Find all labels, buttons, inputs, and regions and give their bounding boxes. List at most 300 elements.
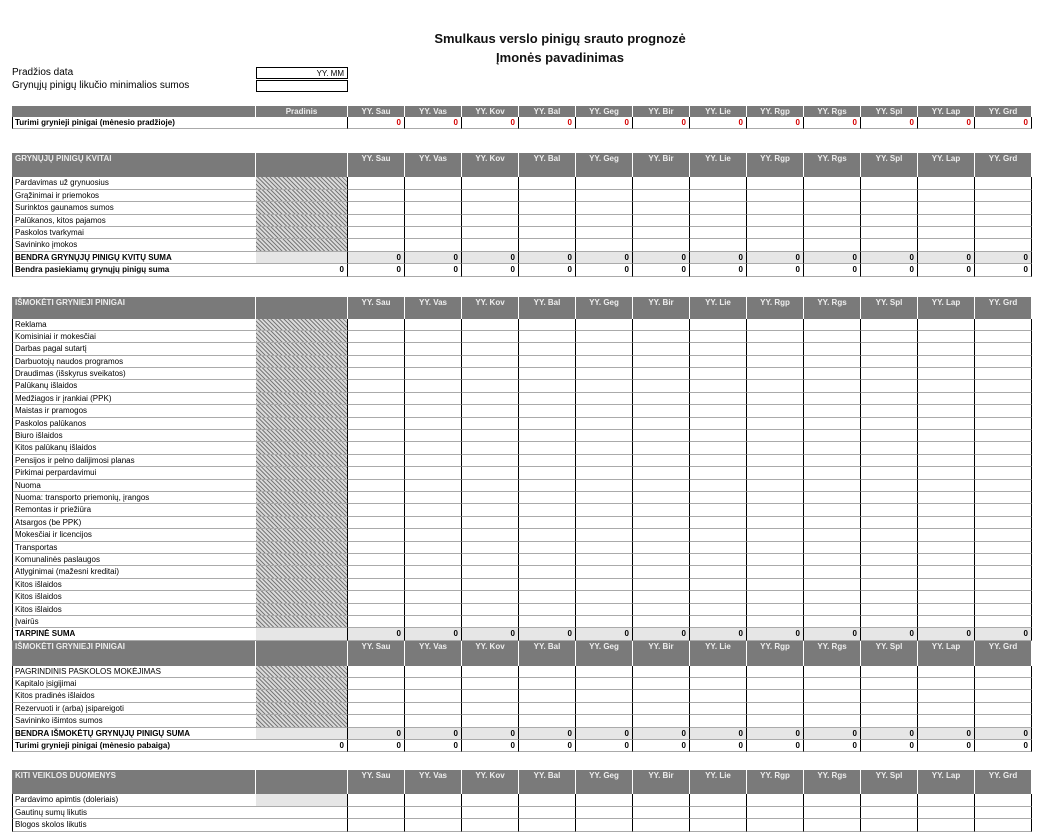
month-cell[interactable] [861,356,918,368]
month-cell[interactable] [633,356,690,368]
month-cell[interactable] [747,442,804,454]
month-cell[interactable] [747,794,804,806]
month-cell[interactable]: 0 [804,252,861,264]
start-cell[interactable] [256,239,348,251]
month-cell[interactable] [405,239,462,251]
month-cell[interactable] [690,690,747,702]
month-cell[interactable] [576,405,633,417]
month-cell[interactable] [462,442,519,454]
start-cell[interactable] [256,117,348,129]
month-cell[interactable] [918,807,975,819]
month-cell[interactable] [405,418,462,430]
month-cell[interactable] [975,504,1032,516]
month-cell[interactable] [576,380,633,392]
month-cell[interactable]: 0 [804,628,861,640]
month-cell[interactable] [462,215,519,227]
month-cell[interactable] [576,215,633,227]
month-cell[interactable] [462,380,519,392]
month-cell[interactable] [348,492,405,504]
month-cell[interactable] [747,566,804,578]
month-cell[interactable] [576,442,633,454]
month-cell[interactable] [576,517,633,529]
month-cell[interactable]: 0 [519,728,576,740]
month-cell[interactable] [690,319,747,331]
month-cell[interactable] [519,455,576,467]
month-cell[interactable] [405,542,462,554]
month-cell[interactable] [861,794,918,806]
month-cell[interactable] [576,492,633,504]
month-cell[interactable] [804,666,861,678]
month-cell[interactable] [576,190,633,202]
month-cell[interactable] [804,616,861,628]
month-cell[interactable] [462,480,519,492]
month-cell[interactable] [633,566,690,578]
start-cell[interactable] [256,202,348,214]
month-cell[interactable] [348,319,405,331]
month-cell[interactable] [348,368,405,380]
month-cell[interactable] [861,343,918,355]
month-cell[interactable] [690,504,747,516]
month-cell[interactable] [690,480,747,492]
month-cell[interactable] [690,819,747,831]
month-cell[interactable] [576,467,633,479]
month-cell[interactable] [405,690,462,702]
month-cell[interactable] [918,591,975,603]
month-cell[interactable]: 0 [405,117,462,129]
month-cell[interactable] [690,393,747,405]
month-cell[interactable] [576,690,633,702]
month-cell[interactable]: 0 [348,728,405,740]
month-cell[interactable] [633,380,690,392]
month-cell[interactable] [519,442,576,454]
month-cell[interactable] [747,343,804,355]
month-cell[interactable] [576,542,633,554]
month-cell[interactable] [405,480,462,492]
month-cell[interactable]: 0 [348,252,405,264]
start-cell[interactable] [256,604,348,616]
month-cell[interactable] [918,690,975,702]
month-cell[interactable] [690,616,747,628]
month-cell[interactable] [690,215,747,227]
month-cell[interactable] [804,807,861,819]
month-cell[interactable] [462,690,519,702]
month-cell[interactable] [804,442,861,454]
month-cell[interactable] [804,504,861,516]
month-cell[interactable] [975,356,1032,368]
month-cell[interactable] [405,794,462,806]
month-cell[interactable] [861,227,918,239]
month-cell[interactable]: 0 [519,117,576,129]
month-cell[interactable] [348,591,405,603]
month-cell[interactable] [462,190,519,202]
month-cell[interactable] [747,467,804,479]
month-cell[interactable] [690,715,747,727]
month-cell[interactable] [975,393,1032,405]
month-cell[interactable] [975,418,1032,430]
month-cell[interactable] [462,319,519,331]
month-cell[interactable] [975,529,1032,541]
month-cell[interactable] [633,579,690,591]
month-cell[interactable] [918,455,975,467]
month-cell[interactable] [405,604,462,616]
month-cell[interactable] [348,690,405,702]
month-cell[interactable] [519,517,576,529]
month-cell[interactable] [804,239,861,251]
month-cell[interactable] [918,343,975,355]
month-cell[interactable] [462,393,519,405]
month-cell[interactable] [405,343,462,355]
month-cell[interactable] [462,418,519,430]
month-cell[interactable] [519,480,576,492]
month-cell[interactable] [348,819,405,831]
month-cell[interactable] [861,319,918,331]
month-cell[interactable] [690,566,747,578]
start-cell[interactable] [256,405,348,417]
month-cell[interactable] [861,579,918,591]
month-cell[interactable] [633,190,690,202]
month-cell[interactable]: 0 [690,728,747,740]
start-cell[interactable] [256,616,348,628]
start-cell[interactable] [256,177,348,189]
month-cell[interactable] [918,356,975,368]
month-cell[interactable] [747,215,804,227]
month-cell[interactable] [576,393,633,405]
month-cell[interactable]: 0 [747,628,804,640]
month-cell[interactable]: 0 [918,740,975,752]
month-cell[interactable] [861,666,918,678]
month-cell[interactable]: 0 [576,728,633,740]
month-cell[interactable] [462,202,519,214]
start-cell[interactable] [256,628,348,640]
start-cell[interactable] [256,418,348,430]
month-cell[interactable] [405,819,462,831]
month-cell[interactable]: 0 [633,117,690,129]
month-cell[interactable] [918,542,975,554]
month-cell[interactable] [405,405,462,417]
month-cell[interactable] [348,517,405,529]
month-cell[interactable] [519,368,576,380]
month-cell[interactable] [633,442,690,454]
month-cell[interactable] [405,455,462,467]
month-cell[interactable] [576,331,633,343]
month-cell[interactable] [804,542,861,554]
month-cell[interactable] [576,616,633,628]
start-cell[interactable] [256,542,348,554]
month-cell[interactable] [690,467,747,479]
month-cell[interactable] [747,604,804,616]
month-cell[interactable] [861,616,918,628]
month-cell[interactable] [462,227,519,239]
month-cell[interactable] [861,542,918,554]
month-cell[interactable] [804,678,861,690]
month-cell[interactable] [576,319,633,331]
month-cell[interactable]: 0 [519,264,576,276]
month-cell[interactable] [348,202,405,214]
month-cell[interactable] [348,703,405,715]
month-cell[interactable]: 0 [633,628,690,640]
month-cell[interactable] [633,517,690,529]
month-cell[interactable] [861,604,918,616]
month-cell[interactable]: 0 [747,264,804,276]
month-cell[interactable] [576,480,633,492]
month-cell[interactable] [975,190,1032,202]
month-cell[interactable] [348,405,405,417]
month-cell[interactable]: 0 [405,264,462,276]
month-cell[interactable] [918,666,975,678]
month-cell[interactable] [519,319,576,331]
month-cell[interactable] [975,616,1032,628]
month-cell[interactable] [576,504,633,516]
month-cell[interactable] [975,368,1032,380]
month-cell[interactable]: 0 [975,628,1032,640]
month-cell[interactable]: 0 [975,740,1032,752]
month-cell[interactable] [861,331,918,343]
month-cell[interactable] [348,678,405,690]
month-cell[interactable] [918,418,975,430]
month-cell[interactable] [804,517,861,529]
month-cell[interactable] [975,554,1032,566]
month-cell[interactable] [405,380,462,392]
month-cell[interactable] [804,455,861,467]
month-cell[interactable] [405,715,462,727]
month-cell[interactable] [405,678,462,690]
month-cell[interactable] [975,517,1032,529]
month-cell[interactable] [462,794,519,806]
month-cell[interactable] [804,566,861,578]
month-cell[interactable] [576,202,633,214]
start-cell[interactable] [256,190,348,202]
month-cell[interactable] [348,227,405,239]
start-cell[interactable] [256,703,348,715]
month-cell[interactable]: 0 [690,628,747,640]
month-cell[interactable] [519,405,576,417]
month-cell[interactable] [747,430,804,442]
month-cell[interactable]: 0 [918,628,975,640]
month-cell[interactable] [747,418,804,430]
month-cell[interactable] [633,703,690,715]
month-cell[interactable] [405,666,462,678]
month-cell[interactable] [576,356,633,368]
month-cell[interactable] [690,529,747,541]
month-cell[interactable] [633,467,690,479]
month-cell[interactable]: 0 [519,252,576,264]
month-cell[interactable] [576,819,633,831]
month-cell[interactable] [633,554,690,566]
month-cell[interactable] [747,202,804,214]
month-cell[interactable]: 0 [690,252,747,264]
month-cell[interactable] [975,215,1032,227]
month-cell[interactable] [519,566,576,578]
month-cell[interactable] [804,368,861,380]
month-cell[interactable] [462,703,519,715]
month-cell[interactable] [519,239,576,251]
month-cell[interactable] [405,177,462,189]
start-cell[interactable] [256,215,348,227]
month-cell[interactable] [633,331,690,343]
month-cell[interactable] [747,666,804,678]
month-cell[interactable] [462,331,519,343]
month-cell[interactable] [633,715,690,727]
month-cell[interactable] [633,604,690,616]
month-cell[interactable] [918,517,975,529]
month-cell[interactable] [462,492,519,504]
month-cell[interactable] [405,190,462,202]
month-cell[interactable] [576,703,633,715]
month-cell[interactable] [405,703,462,715]
month-cell[interactable] [348,356,405,368]
month-cell[interactable]: 0 [576,252,633,264]
month-cell[interactable] [861,807,918,819]
month-cell[interactable] [747,517,804,529]
month-cell[interactable]: 0 [633,264,690,276]
month-cell[interactable] [747,542,804,554]
month-cell[interactable] [690,542,747,554]
start-cell[interactable] [256,794,348,806]
month-cell[interactable]: 0 [633,740,690,752]
month-cell[interactable] [462,467,519,479]
month-cell[interactable] [918,319,975,331]
month-cell[interactable] [861,202,918,214]
month-cell[interactable] [975,591,1032,603]
month-cell[interactable]: 0 [348,117,405,129]
month-cell[interactable] [747,356,804,368]
month-cell[interactable] [519,227,576,239]
month-cell[interactable] [405,807,462,819]
month-cell[interactable] [975,177,1032,189]
month-cell[interactable]: 0 [576,740,633,752]
month-cell[interactable] [576,807,633,819]
start-cell[interactable] [256,368,348,380]
start-cell[interactable]: 0 [256,740,348,752]
month-cell[interactable] [462,616,519,628]
start-cell[interactable] [256,715,348,727]
month-cell[interactable] [804,430,861,442]
month-cell[interactable] [519,690,576,702]
month-cell[interactable] [747,380,804,392]
month-cell[interactable]: 0 [405,728,462,740]
month-cell[interactable] [690,190,747,202]
month-cell[interactable] [519,504,576,516]
month-cell[interactable] [576,177,633,189]
month-cell[interactable] [633,616,690,628]
month-cell[interactable]: 0 [975,117,1032,129]
month-cell[interactable] [918,616,975,628]
month-cell[interactable] [576,554,633,566]
month-cell[interactable] [804,190,861,202]
month-cell[interactable] [405,566,462,578]
start-cell[interactable] [256,517,348,529]
month-cell[interactable] [519,492,576,504]
month-cell[interactable] [975,542,1032,554]
month-cell[interactable] [861,591,918,603]
month-cell[interactable] [747,715,804,727]
month-cell[interactable] [633,678,690,690]
start-cell[interactable] [256,566,348,578]
month-cell[interactable] [519,819,576,831]
month-cell[interactable] [747,177,804,189]
month-cell[interactable] [690,807,747,819]
month-cell[interactable] [633,591,690,603]
month-cell[interactable] [975,690,1032,702]
month-cell[interactable] [975,819,1032,831]
start-cell[interactable] [256,227,348,239]
month-cell[interactable] [633,319,690,331]
month-cell[interactable] [462,405,519,417]
month-cell[interactable] [462,666,519,678]
month-cell[interactable] [747,504,804,516]
month-cell[interactable] [804,554,861,566]
month-cell[interactable]: 0 [462,264,519,276]
month-cell[interactable] [861,455,918,467]
month-cell[interactable]: 0 [804,117,861,129]
month-cell[interactable] [804,177,861,189]
month-cell[interactable] [633,542,690,554]
start-cell[interactable] [256,690,348,702]
start-cell[interactable] [256,807,348,819]
month-cell[interactable] [519,343,576,355]
month-cell[interactable]: 0 [576,264,633,276]
month-cell[interactable] [519,579,576,591]
month-cell[interactable] [690,442,747,454]
month-cell[interactable] [918,480,975,492]
month-cell[interactable]: 0 [519,628,576,640]
month-cell[interactable] [861,529,918,541]
month-cell[interactable]: 0 [975,728,1032,740]
month-cell[interactable] [918,190,975,202]
month-cell[interactable]: 0 [633,252,690,264]
month-cell[interactable] [918,368,975,380]
month-cell[interactable] [633,177,690,189]
month-cell[interactable] [462,566,519,578]
month-cell[interactable] [462,430,519,442]
month-cell[interactable] [804,819,861,831]
month-cell[interactable] [576,430,633,442]
month-cell[interactable] [405,517,462,529]
month-cell[interactable]: 0 [918,252,975,264]
month-cell[interactable] [747,492,804,504]
month-cell[interactable] [918,227,975,239]
month-cell[interactable] [918,442,975,454]
month-cell[interactable] [804,579,861,591]
month-cell[interactable] [747,579,804,591]
month-cell[interactable] [519,393,576,405]
month-cell[interactable] [804,343,861,355]
month-cell[interactable] [348,616,405,628]
month-cell[interactable] [519,356,576,368]
month-cell[interactable] [861,517,918,529]
month-cell[interactable] [918,492,975,504]
month-cell[interactable] [633,202,690,214]
month-cell[interactable] [861,368,918,380]
start-cell[interactable] [256,252,348,264]
month-cell[interactable] [462,356,519,368]
month-cell[interactable]: 0 [747,252,804,264]
month-cell[interactable] [348,343,405,355]
month-cell[interactable] [633,819,690,831]
month-cell[interactable] [975,380,1032,392]
month-cell[interactable]: 0 [690,117,747,129]
month-cell[interactable] [405,579,462,591]
month-cell[interactable] [405,331,462,343]
month-cell[interactable] [462,819,519,831]
month-cell[interactable]: 0 [747,728,804,740]
month-cell[interactable] [861,480,918,492]
month-cell[interactable]: 0 [975,252,1032,264]
month-cell[interactable] [690,455,747,467]
month-cell[interactable] [348,715,405,727]
month-cell[interactable] [861,492,918,504]
month-cell[interactable] [690,591,747,603]
